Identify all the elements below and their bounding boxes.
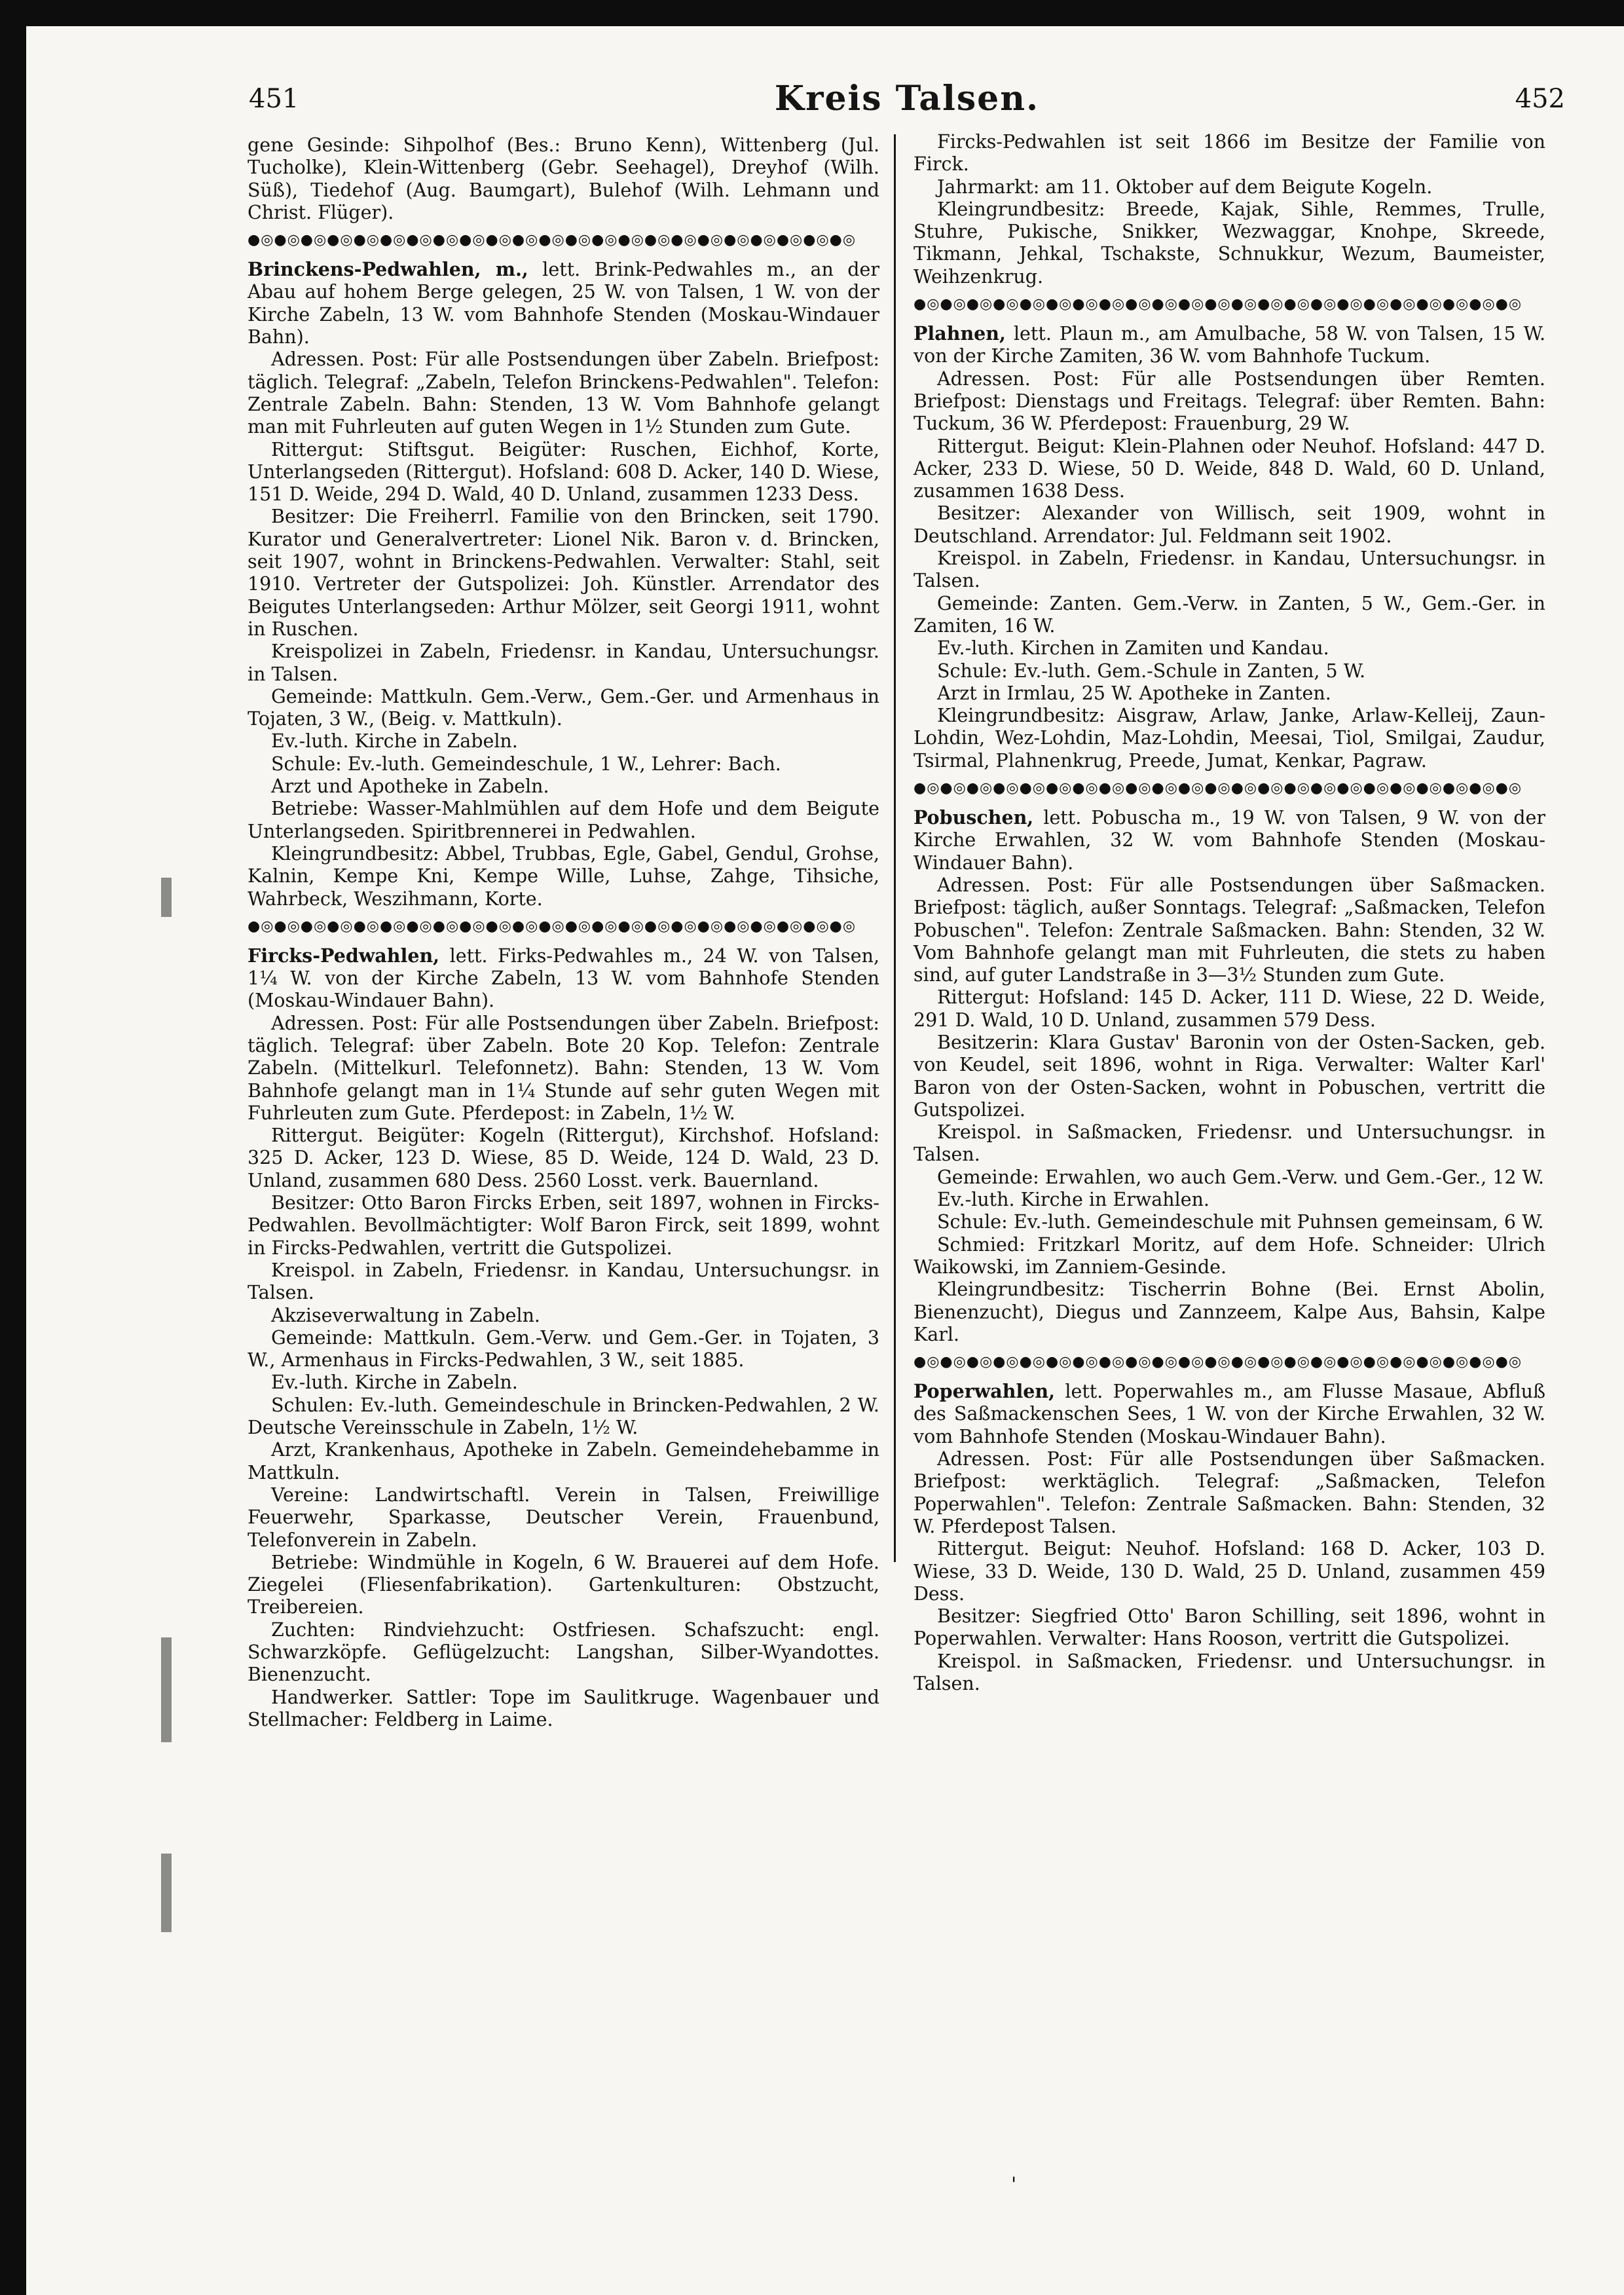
- paragraph: Fircks-Pedwahlen ist seit 1866 im Besitze der Familie von Firck.: [913, 131, 1545, 176]
- scan-artifact: [161, 1637, 172, 1742]
- paragraph: Kleingrundbesitz: Breede, Kajak, Sihle, Remmes, Trulle, Stuhre, Pukische, Snikker, Wezwaggar, Knohpe, Skreede, Tikmann, Jehkal, Tschakste, Schnukkur, Wezum, Baumeister, Weihzenkrug.: [913, 198, 1545, 288]
- paragraph: Besitzer: Siegfried Otto' Baron Schilling, seit 1896, wohnt in Poperwahlen. Verwalter: Hans Rooson, vertritt die Gutspolizei.: [913, 1605, 1545, 1650]
- paragraph: Kreispol. in Zabeln, Friedensr. in Kandau, Untersuchungsr. in Talsen.: [913, 548, 1545, 592]
- paragraph: Besitzer: Alexander von Willisch, seit 1909, wohnt in Deutschland. Arrendator: Jul. Feldmann seit 1902.: [913, 502, 1545, 547]
- paragraph: Adressen. Post: Für alle Postsendungen über Remten. Briefpost: Dienstags und Freitags. Telegraf: über Remten. Bahn: Tuckum, 36 W. Pferdepost: Frauenburg, 29 W.: [913, 367, 1545, 435]
- entry-text: lett. Brink-Pedwahles m., an der Abau auf hohem Berge gelegen, 25 W. von Talsen, 1 W. von der Kirche Zabeln, 13 W. vom Bahnhofe Stenden (Moskau-Windauer Bahn).: [248, 259, 880, 348]
- entry-fircks-pedwahlen: [248, 944, 879, 1013]
- scan-artifact: [161, 1854, 172, 1932]
- column-divider: [894, 134, 896, 1562]
- entry-heading: Brinckens-Pedwahlen, m.,: [248, 258, 528, 281]
- paragraph: Schmied: Fritzkarl Moritz, auf dem Hofe. Schneider: Ulrich Waikowski, im Zanniem-Gesinde.: [913, 1233, 1545, 1278]
- entry-text: lett. Plaun m., am Amulbache, 58 W. von Talsen, 15 W. von der Kirche Zamiten, 36 W. vom Bahnhofe Tuckum.: [913, 323, 1545, 367]
- scan-border-top: [0, 0, 1624, 26]
- paragraph: Besitzer: Die Freiherrl. Familie von den Brincken, seit 1790. Kurator und Generalvertreter: Lionel Nik. Baron v. d. Brincken, seit 1907, wohnt in Brinckens-Pedwahlen. Verwalter: Stahl, seit 1910. Vertreter der Gutspolizei: Joh. Künstler. Arrendator des Beigutes Unterlangseden: Arthur Mölzer, seit Georgi 1911, wohnt in Ruschen.: [248, 506, 879, 640]
- entry-heading: Plahnen,: [913, 322, 1006, 345]
- paragraph: Vereine: Landwirtschaftl. Verein in Talsen, Freiwillige Feuerwehr, Sparkasse, Deutscher Verein, Frauenbund, Telefonverein in Zabeln.: [248, 1483, 879, 1551]
- paragraph: Schulen: Ev.-luth. Gemeindeschule in Brincken-Pedwahlen, 2 W. Deutsche Vereinsschule in Zabeln, 1½ W.: [248, 1394, 879, 1439]
- entry-brinckens-pedwahlen: [248, 258, 879, 348]
- paragraph: Besitzer: Otto Baron Fircks Erben, seit 1897, wohnen in Fircks-Pedwahlen. Bevollmächtigter: Wolf Baron Firck, seit 1899, wohnt in Fircks-Pedwahlen, vertritt die Gutspolizei.: [248, 1192, 879, 1259]
- page-number-left: 451: [249, 84, 299, 114]
- paragraph: Kleingrundbesitz: Aisgraw, Arlaw, Janke, Arlaw-Kelleij, Zaun-Lohdin, Wez-Lohdin, Maz-Lohdin, Meesai, Tiol, Smilgai, Zaudur, Tsirmal, Plahnenkrug, Preede, Jumat, Kenkar, Pagraw.: [913, 705, 1545, 772]
- entry-text: lett. Firks-Pedwahles m., 24 W. von Talsen, 1¼ W. von der Kirche Zabeln, 13 W. vom Bahnhofe Stenden (Moskau-Windauer Bahn).: [248, 944, 879, 1012]
- right-column: [913, 131, 1545, 1695]
- paragraph: Arzt, Krankenhaus, Apotheke in Zabeln. Gemeindehebamme in Mattkuln.: [248, 1439, 879, 1483]
- paragraph: Schule: Ev.-luth. Gem.-Schule in Zanten, 5 W.: [937, 660, 1366, 682]
- paragraph: Handwerker. Sattler: Tope im Saulitkruge. Wagenbauer und Stellmacher: Feldberg in Laime.: [248, 1686, 879, 1730]
- page-header: [249, 79, 1565, 124]
- ornament-divider: ●◎●◎●◎●◎●◎●◎●◎●◎●◎●◎●◎●◎●◎●◎●◎●◎●◎●◎●◎●◎●◎●◎●◎: [913, 1354, 1522, 1371]
- page-number-right: 452: [1515, 84, 1565, 114]
- paragraph: Zuchten: Rindviehzucht: Ostfriesen. Schafszucht: engl. Schwarzköpfe. Geflügelzucht: Langshan, Silber-Wyandottes. Bienenzucht.: [248, 1618, 879, 1686]
- scan-border-left: [0, 0, 26, 2295]
- paragraph: Rittergut. Beigüter: Kogeln (Rittergut), Kirchshof. Hofsland: 325 D. Acker, 123 D. Wiese, 85 D. Weide, 124 D. Wald, 23 D. Unland, zusammen 680 Dess. 2560 Losst. verk. Bauernland.: [248, 1125, 879, 1191]
- entry-text: lett. Pobuscha m., 19 W. von Talsen, 9 W. von der Kirche Erwahlen, 32 W. vom Bahnhofe Stenden (Moskau-Windauer Bahn).: [913, 807, 1546, 874]
- paragraph: Gemeinde: Erwahlen, wo auch Gem.-Verw. und Gem.-Ger., 12 W.: [937, 1166, 1544, 1188]
- paragraph: Arzt in Irmlau, 25 W. Apotheke in Zanten.: [937, 682, 1331, 704]
- paragraph: Gemeinde: Zanten. Gem.-Verw. in Zanten, 5 W., Gem.-Ger. in Zamiten, 16 W.: [913, 592, 1545, 637]
- ornament-divider: ●◎●◎●◎●◎●◎●◎●◎●◎●◎●◎●◎●◎●◎●◎●◎●◎●◎●◎●◎●◎●◎●◎●◎: [913, 296, 1522, 313]
- paragraph: Adressen. Post: Für alle Postsendungen über Saßmacken. Briefpost: werktäglich. Telegraf: „Saßmacken, Telefon Poperwahlen". Telefon: Zentrale Saßmacken. Bahn: Stenden, 32 W. Pferdepost Talsen.: [913, 1448, 1545, 1537]
- paragraph: Betriebe: Windmühle in Kogeln, 6 W. Brauerei auf dem Hofe. Ziegelei (Fliesenfabrikation). Gartenkulturen: Obstzucht, Treibereien.: [248, 1551, 879, 1618]
- paragraph: Akziseverwaltung in Zabeln.: [271, 1304, 540, 1326]
- ornament-divider: ●◎●◎●◎●◎●◎●◎●◎●◎●◎●◎●◎●◎●◎●◎●◎●◎●◎●◎●◎●◎●◎●◎●◎: [913, 780, 1522, 797]
- paragraph: Ev.-luth. Kirche in Zabeln.: [271, 1371, 518, 1394]
- entry-heading: Pobuschen,: [913, 806, 1034, 829]
- paragraph: Kleingrundbesitz: Abbel, Trubbas, Egle, Gabel, Gendul, Grohse, Kalnin, Kempe Kni, Kempe Wille, Luhse, Zahge, Tihsiche, Wahrbeck, Weszihmann, Korte.: [248, 842, 879, 910]
- left-column: [248, 134, 879, 1731]
- paragraph: Rittergut: Hofsland: 145 D. Acker, 111 D. Wiese, 22 D. Weide, 291 D. Wald, 10 D. Unland, zusammen 579 Dess.: [913, 986, 1545, 1031]
- paragraph: Ev.-luth. Kirche in Erwahlen.: [937, 1189, 1209, 1211]
- paragraph: gene Gesinde: Sihpolhof (Bes.: Bruno Kenn), Wittenberg (Jul. Tucholke), Klein-Wittenberg (Gebr. Seehagel), Dreyhof (Wilh. Süß), Tiedehof (Aug. Baumgart), Bulehof (Wilh. Lehmann und Christ. Flüger).: [248, 134, 879, 223]
- paragraph: Adressen. Post: Für alle Postsendungen über Zabeln. Briefpost: täglich. Telegraf: über Zabeln. Bote 20 Kop. Telefon: Zentrale Zabeln. (Mittelkurl. Telefonnetz). Bahn: Stenden, 13 W. Vom Bahnhofe gelangt man in 1¼ Stunde auf sehr guten Wegen mit Fuhrleuten zum Gute. Pferdepost: in Zabeln, 1½ W.: [248, 1012, 879, 1124]
- entry-text: lett. Poperwahles m., am Flusse Masaue, Abfluß des Saßmackenschen Sees, 1 W. von der Kirche Erwahlen, 32 W. vom Bahnhofe Stenden (Moskau-Windauer Bahn).: [913, 1381, 1546, 1447]
- paragraph: Rittergut. Beigut: Klein-Plahnen oder Neuhof. Hofsland: 447 D. Acker, 233 D. Wiese, 50 D. Weide, 848 D. Wald, 60 D. Unland, zusammen 1638 Dess.: [913, 435, 1545, 502]
- paragraph: Ev.-luth. Kirche in Zabeln.: [271, 730, 518, 753]
- entry-heading: Poperwahlen,: [913, 1380, 1056, 1403]
- paragraph: Ev.-luth. Kirchen in Zamiten und Kandau.: [937, 637, 1329, 660]
- paragraph: Kleingrundbesitz: Tischerrin Bohne (Bei. Ernst Abolin, Bienenzucht), Diegus und Zannzeem, Kalpe Aus, Bahsin, Kalpe Karl.: [913, 1278, 1545, 1345]
- paragraph: Betriebe: Wasser-Mahlmühlen auf dem Hofe und dem Beigute Unterlangseden. Spiritbrennerei in Pedwahlen.: [248, 798, 879, 842]
- footer-mark: ': [1011, 2173, 1017, 2196]
- paragraph: Rittergut. Beigut: Neuhof. Hofsland: 168 D. Acker, 103 D. Wiese, 33 D. Weide, 130 D. Wald, 25 D. Unland, zusammen 459 Dess.: [913, 1538, 1545, 1605]
- entry-poperwahlen: [913, 1380, 1545, 1448]
- ornament-divider: ●◎●◎●◎●◎●◎●◎●◎●◎●◎●◎●◎●◎●◎●◎●◎●◎●◎●◎●◎●◎●◎●◎●◎: [248, 232, 857, 249]
- paragraph: Kreispolizei in Zabeln, Friedensr. in Kandau, Untersuchungsr. in Talsen.: [248, 641, 879, 685]
- paragraph: Rittergut: Stiftsgut. Beigüter: Ruschen, Eichhof, Korte, Unterlangseden (Rittergut). Hofsland: 608 D. Acker, 140 D. Wiese, 151 D. Weide, 294 D. Wald, 40 D. Unland, zusammen 1233 Dess.: [248, 438, 879, 506]
- entry-pobuschen: [913, 806, 1545, 874]
- paragraph: Schule: Ev.-luth. Gemeindeschule, 1 W., Lehrer: Bach.: [271, 753, 781, 775]
- paragraph: Kreispol. in Saßmacken, Friedensr. und Untersuchungsr. in Talsen.: [913, 1121, 1545, 1166]
- entry-plahnen: [913, 322, 1545, 368]
- paragraph: Jahrmarkt: am 11. Oktober auf dem Beigute Kogeln.: [937, 176, 1433, 198]
- ornament-divider: ●◎●◎●◎●◎●◎●◎●◎●◎●◎●◎●◎●◎●◎●◎●◎●◎●◎●◎●◎●◎●◎●◎●◎: [248, 918, 857, 935]
- paragraph: Schule: Ev.-luth. Gemeindeschule mit Puhnsen gemeinsam, 6 W.: [937, 1211, 1544, 1233]
- paragraph: Gemeinde: Mattkuln. Gem.-Verw., Gem.-Ger. und Armenhaus in Tojaten, 3 W., (Beig. v. Mattkuln).: [248, 685, 879, 730]
- page-title: Kreis Talsen.: [774, 79, 1040, 119]
- paragraph: Adressen. Post: Für alle Postsendungen über Zabeln. Briefpost: täglich. Telegraf: „Zabeln, Telefon Brinckens-Pedwahlen". Telefon: Zentrale Zabeln. Bahn: Stenden, 13 W. Vom Bahnhofe gelangt man mit Fuhrleuten auf guten Wegen in 1½ Stunden zum Gute.: [248, 348, 879, 438]
- paragraph: Gemeinde: Mattkuln. Gem.-Verw. und Gem.-Ger. in Tojaten, 3 W., Armenhaus in Fircks-Pedwahlen, 3 W., seit 1885.: [248, 1326, 879, 1371]
- paragraph: Adressen. Post: Für alle Postsendungen über Saßmacken. Briefpost: täglich, außer Sonntags. Telegraf: „Saßmacken, Telefon Pobuschen". Telefon: Zentrale Saßmacken. Bahn: Stenden, 32 W. Vom Bahnhofe gelangt man mit Fuhrleuten, die stets zu haben sind, auf guter Landstraße in 3—3½ Stunden zum Gute.: [913, 874, 1545, 986]
- paragraph: Kreispol. in Zabeln, Friedensr. in Kandau, Untersuchungsr. in Talsen.: [248, 1259, 879, 1304]
- paragraph: Kreispol. in Saßmacken, Friedensr. und Untersuchungsr. in Talsen.: [913, 1650, 1545, 1694]
- paragraph: Arzt und Apotheke in Zabeln.: [271, 775, 549, 798]
- entry-heading: Fircks-Pedwahlen,: [248, 944, 440, 967]
- scan-artifact: [161, 878, 172, 917]
- paragraph: Besitzerin: Klara Gustav' Baronin von der Osten-Sacken, geb. von Keudel, seit 1896, wohnt in Riga. Verwalter: Walter Karl' Baron von der Osten-Sacken, wohnt in Pobuschen, vertritt die Gutspolizei.: [913, 1031, 1545, 1121]
